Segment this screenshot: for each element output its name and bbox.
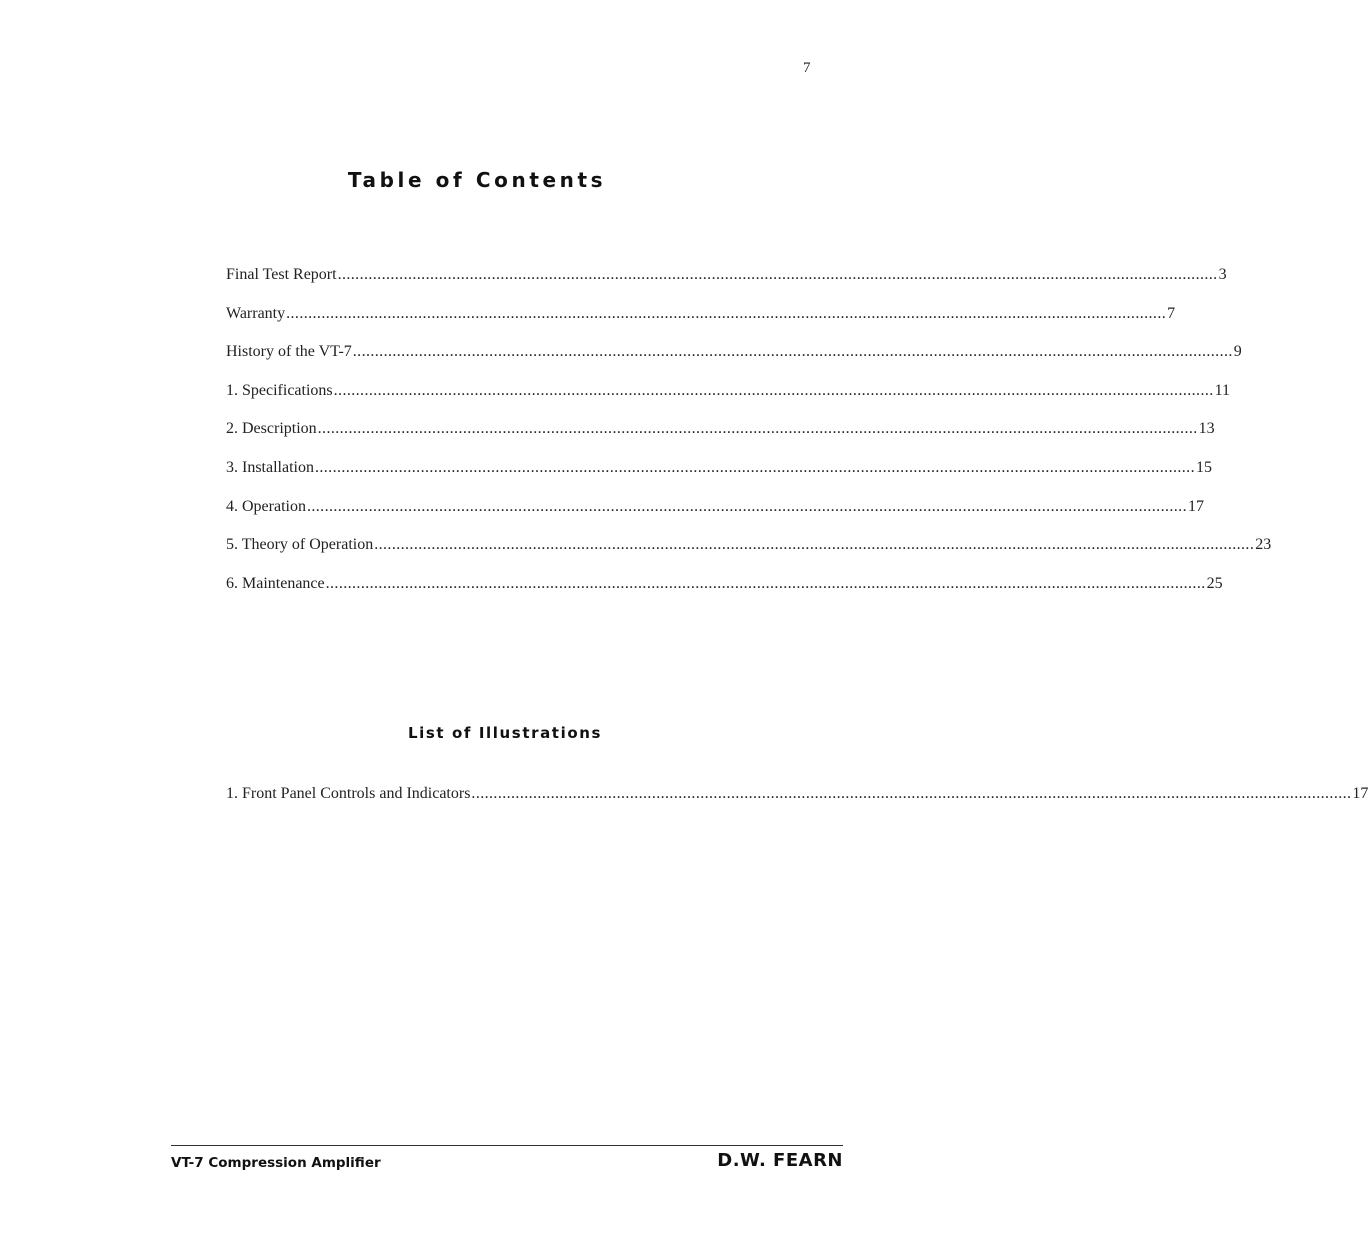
dot-leader: ........................................................................................................................................................................................................ bbox=[471, 785, 1352, 802]
toc-entry-label: 4. Operation bbox=[226, 497, 306, 515]
illustration-entry bbox=[226, 785, 1368, 824]
toc-entry-label: 6. Maintenance bbox=[226, 574, 325, 592]
footer-rule bbox=[171, 1145, 843, 1146]
toc-entry-label: History of the VT-7 bbox=[226, 343, 352, 361]
dot-leader: ........................................................................................................................................................................................................ bbox=[352, 343, 1233, 361]
toc-entry-page: 23 bbox=[1255, 536, 1272, 554]
toc-entry-page: 7 bbox=[1167, 304, 1176, 322]
toc-title: Table of Contents bbox=[347, 168, 607, 192]
toc-entry bbox=[226, 381, 1231, 421]
dot-leader: ........................................................................................................................................................................................................ bbox=[317, 420, 1198, 438]
toc-entry-page: 9 bbox=[1233, 343, 1242, 361]
toc-entry bbox=[226, 304, 1176, 344]
dot-leader: ........................................................................................................................................................................................................ bbox=[333, 381, 1214, 399]
dot-leader: ........................................................................................................................................................................................................ bbox=[325, 574, 1206, 592]
footer-product-name: VT-7 Compression Amplifier bbox=[171, 1155, 381, 1171]
toc-entry bbox=[226, 420, 1215, 459]
toc-entry bbox=[226, 536, 1272, 575]
toc-entry bbox=[226, 343, 1242, 382]
page-number: 7 bbox=[803, 60, 811, 76]
toc-entry-page: 3 bbox=[1218, 266, 1227, 283]
dot-leader: ........................................................................................................................................................................................................ bbox=[286, 304, 1167, 322]
toc-entry bbox=[226, 574, 1223, 614]
dot-leader: ........................................................................................................................................................................................................ bbox=[306, 497, 1187, 515]
toc-entry-page: 17 bbox=[1187, 497, 1204, 515]
toc-entry-page: 11 bbox=[1214, 381, 1231, 399]
illustrations-list bbox=[226, 785, 1368, 824]
toc-entry bbox=[226, 497, 1204, 537]
toc-entry-page: 13 bbox=[1198, 420, 1215, 438]
illustrations-title: List of Illustrations bbox=[407, 724, 603, 742]
footer-brand: D.W. FEARN bbox=[717, 1150, 843, 1171]
toc-entry-page: 15 bbox=[1195, 458, 1212, 476]
toc-entry bbox=[226, 266, 1227, 305]
dot-leader: ........................................................................................................................................................................................................ bbox=[314, 458, 1195, 476]
dot-leader: ........................................................................................................................................................................................................ bbox=[374, 536, 1255, 554]
toc-entry-label: 2. Description bbox=[226, 420, 317, 438]
toc-entry-label: Warranty bbox=[226, 304, 286, 322]
toc-entry-label: 1. Specifications bbox=[226, 381, 333, 399]
toc-entry-label: 5. Theory of Operation bbox=[226, 536, 374, 554]
illustration-entry-page: 17 bbox=[1352, 785, 1368, 802]
toc-entry-page: 25 bbox=[1206, 574, 1223, 592]
dot-leader: ........................................................................................................................................................................................................ bbox=[337, 266, 1218, 283]
illustration-entry-label: 1. Front Panel Controls and Indicators bbox=[226, 785, 471, 802]
toc-list bbox=[226, 266, 1272, 613]
toc-entry-label: 3. Installation bbox=[226, 458, 314, 476]
toc-entry-label: Final Test Report bbox=[226, 266, 337, 283]
toc-entry bbox=[226, 458, 1212, 498]
